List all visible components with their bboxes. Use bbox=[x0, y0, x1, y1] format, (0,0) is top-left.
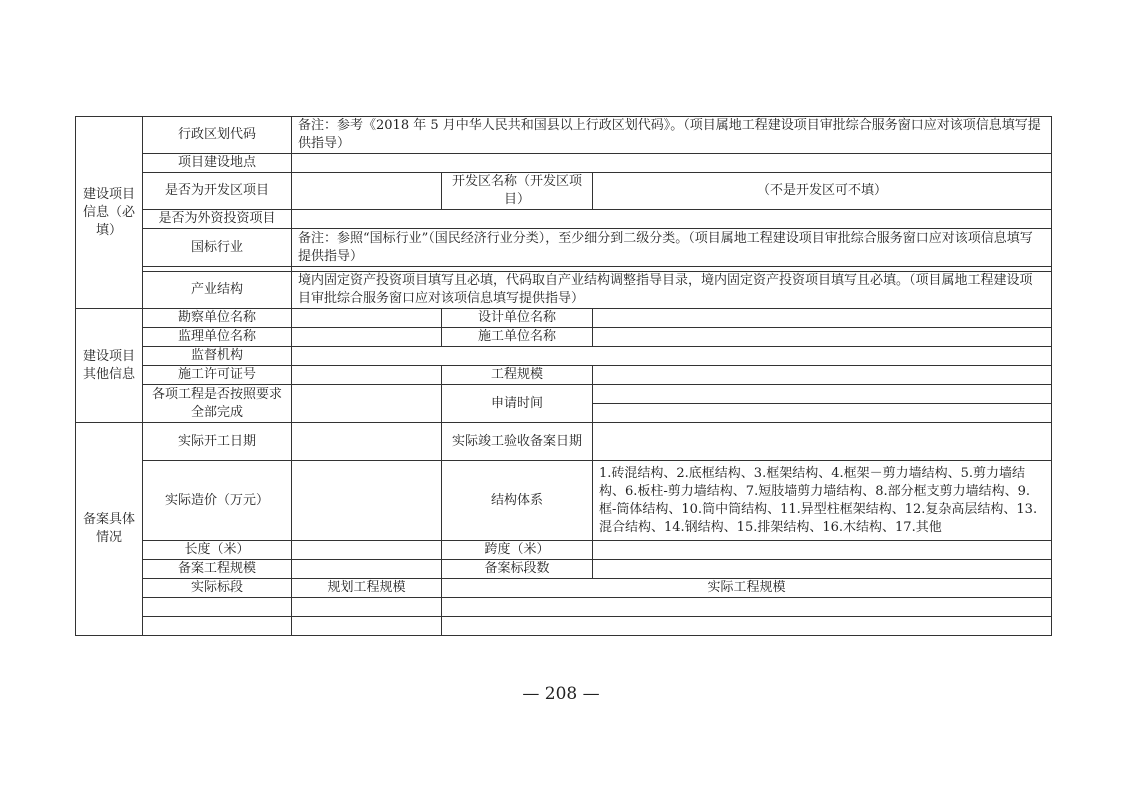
label-admin-code: 行政区划代码 bbox=[143, 117, 292, 154]
field-dev-zone-name[interactable]: （不是开发区可不填） bbox=[593, 173, 1052, 210]
field-application-time-extra[interactable] bbox=[593, 404, 1052, 423]
field-construction-unit[interactable] bbox=[593, 328, 1052, 347]
row-dev-zone bbox=[76, 173, 1052, 210]
row-survey-design bbox=[76, 309, 1052, 328]
row-foreign-investment bbox=[76, 210, 1052, 229]
label-span: 跨度（米） bbox=[442, 541, 593, 560]
label-dev-zone-name: 开发区名称（开发区项目） bbox=[442, 173, 593, 210]
label-planned-scale: 规划工程规模 bbox=[292, 579, 442, 598]
field-planned-scale[interactable] bbox=[292, 598, 442, 617]
label-supervision-unit: 监理单位名称 bbox=[143, 328, 292, 347]
field-foreign-investment[interactable] bbox=[292, 210, 1052, 229]
label-permit-number: 施工许可证号 bbox=[143, 366, 292, 385]
row-length-span bbox=[76, 541, 1052, 560]
label-actual-scale: 实际工程规模 bbox=[442, 579, 1052, 598]
label-actual-sections: 实际标段 bbox=[143, 579, 292, 598]
label-industrial-structure: 产业结构 bbox=[143, 272, 292, 309]
note-industry: 备注：参照“国标行业”（国民经济行业分类），至少细分到二级分类。（项目属地工程建设项目审批综合服务窗口应对该项信息填写提供指导） bbox=[292, 229, 1052, 267]
field-completion-check[interactable] bbox=[292, 385, 442, 423]
label-project-scale: 工程规模 bbox=[442, 366, 593, 385]
field-start-date[interactable] bbox=[292, 423, 442, 461]
label-length: 长度（米） bbox=[143, 541, 292, 560]
field-dev-zone[interactable] bbox=[292, 173, 442, 210]
field-length[interactable] bbox=[292, 541, 442, 560]
row-admin-code bbox=[76, 117, 1052, 154]
field-section-name[interactable] bbox=[143, 598, 292, 617]
field-design-unit[interactable] bbox=[593, 309, 1052, 328]
field-application-time[interactable] bbox=[593, 385, 1052, 404]
field-permit-number[interactable] bbox=[292, 366, 442, 385]
field-survey-unit[interactable] bbox=[292, 309, 442, 328]
field-filing-sections[interactable] bbox=[593, 560, 1052, 579]
row-cost-structure bbox=[76, 461, 1052, 541]
field-actual-scale[interactable] bbox=[442, 598, 1052, 617]
row-industry bbox=[76, 229, 1052, 267]
row-industrial-structure bbox=[76, 272, 1052, 309]
section-row bbox=[76, 598, 1052, 617]
row-supervision-construction bbox=[76, 328, 1052, 347]
label-design-unit: 设计单位名称 bbox=[442, 309, 593, 328]
field-supervisory-agency[interactable] bbox=[292, 347, 1052, 366]
label-structure-system: 结构体系 bbox=[442, 461, 593, 541]
field-site[interactable] bbox=[292, 154, 1052, 173]
label-filing-sections: 备案标段数 bbox=[442, 560, 593, 579]
row-completion-date bbox=[76, 385, 1052, 404]
row-start-completion bbox=[76, 423, 1052, 461]
label-dev-zone: 是否为开发区项目 bbox=[143, 173, 292, 210]
label-completion-filing-date: 实际竣工验收备案日期 bbox=[442, 423, 593, 461]
section-row bbox=[76, 617, 1052, 636]
field-span[interactable] bbox=[593, 541, 1052, 560]
field-project-scale[interactable] bbox=[593, 366, 1052, 385]
section-title-filing: 备案具体情况 bbox=[76, 423, 143, 636]
label-survey-unit: 勘察单位名称 bbox=[143, 309, 292, 328]
row-supervisory-agency bbox=[76, 347, 1052, 366]
section-title-other-info: 建设项目其他信息 bbox=[76, 309, 143, 423]
field-planned-scale[interactable] bbox=[292, 617, 442, 636]
field-section-name[interactable] bbox=[143, 617, 292, 636]
label-completion-check: 各项工程是否按照要求全部完成 bbox=[143, 385, 292, 423]
field-supervision-unit[interactable] bbox=[292, 328, 442, 347]
label-construction-unit: 施工单位名称 bbox=[442, 328, 593, 347]
row-site bbox=[76, 154, 1052, 173]
label-start-date: 实际开工日期 bbox=[143, 423, 292, 461]
field-filing-scale[interactable] bbox=[292, 560, 442, 579]
note-admin-code: 备注：参考《2018 年 5 月中华人民共和国县以上行政区划代码》。（项目属地工程建设项目审批综合服务窗口应对该项信息填写提供指导） bbox=[292, 117, 1052, 154]
note-industrial-structure: 境内固定资产投资项目填写且必填，代码取自产业结构调整指导目录，境内固定资产投资项目填写且必填。（项目属地工程建设项目审批综合服务窗口应对该项信息填写提供指导） bbox=[292, 272, 1052, 309]
field-actual-cost[interactable] bbox=[292, 461, 442, 541]
label-foreign-investment: 是否为外资投资项目 bbox=[143, 210, 292, 229]
label-supervisory-agency: 监督机构 bbox=[143, 347, 292, 366]
record-form-table bbox=[75, 116, 1052, 636]
note-structure-system: 1.砖混结构、2.底框结构、3.框架结构、4.框架－剪力墙结构、5.剪力墙结构、6.板柱-剪力墙结构、7.短肢墙剪力墙结构、8.部分框支剪力墙结构、9.框-筒体结构、10.筒中筒结构、11.异型柱框架结构、12.复杂高层结构、13.混合结构、14.钢结构、15.排架结构、16.木结构、17.其他 bbox=[593, 461, 1052, 541]
row-permit-scale bbox=[76, 366, 1052, 385]
row-sections-header bbox=[76, 579, 1052, 598]
row-filing-scale bbox=[76, 560, 1052, 579]
page-number: — 208 — bbox=[522, 684, 600, 704]
field-actual-scale[interactable] bbox=[442, 617, 1052, 636]
field-completion-filing-date[interactable] bbox=[593, 423, 1052, 461]
label-actual-cost: 实际造价（万元） bbox=[143, 461, 292, 541]
label-application-time: 申请时间 bbox=[442, 385, 593, 423]
label-site: 项目建设地点 bbox=[143, 154, 292, 173]
section-title-project-info: 建设项目信息（必填） bbox=[76, 117, 143, 309]
label-filing-scale: 备案工程规模 bbox=[143, 560, 292, 579]
label-industry: 国标行业 bbox=[143, 229, 292, 267]
